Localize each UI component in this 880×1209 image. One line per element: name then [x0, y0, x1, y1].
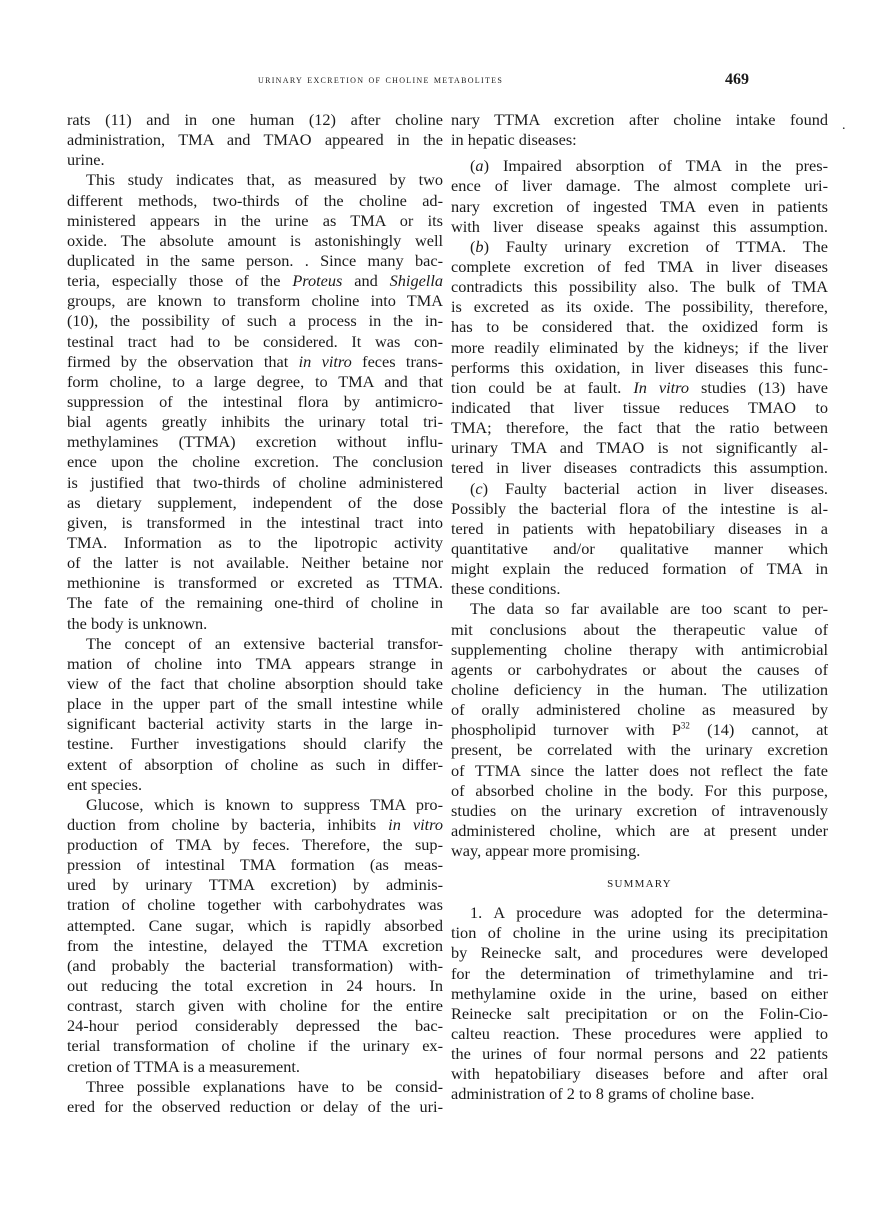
- text-line: tered in patients with hepatobiliary diseases in a: [451, 518, 828, 538]
- text-line: the body is unknown.: [67, 613, 208, 633]
- text-line: complete excretion of fed TMA in liver diseases: [451, 256, 828, 276]
- text-line: significant bacterial activity starts in the large in-: [67, 714, 443, 734]
- text-line: Reinecke salt precipitation or on the Folin-Cio-: [451, 1003, 828, 1023]
- running-title: urinary excretion of choline metabolites: [258, 74, 504, 86]
- text-line: of orally administered choline as measured by: [451, 700, 828, 720]
- text-line: of absorbed choline in the body. For this purpose,: [451, 780, 828, 800]
- text-line: phospholipid turnover with $P^{32}$ (14) cannot, at: [451, 720, 828, 740]
- text-line: is excreted as its oxide. The possibility, therefore,: [451, 297, 828, 317]
- text-line: as dietary supplement, independent of the dose: [67, 492, 443, 512]
- text-line: performs this oxidation, in liver diseases this func-: [451, 357, 828, 377]
- text-line: pression of intestinal TMA formation (as meas-: [67, 855, 443, 875]
- text-line: administration of 2 to 8 grams of choline base.: [451, 1084, 755, 1104]
- text-line: might explain the reduced formation of TMA in: [451, 559, 828, 579]
- text-line: for the determination of trimethylamine and tri-: [451, 963, 828, 983]
- text-line: testine. Further investigations should clarify the: [67, 734, 443, 754]
- text-line: ence upon the choline excretion. The conclusion: [67, 452, 443, 472]
- text-line: methylamine oxide in the urine, based on either: [451, 983, 828, 1003]
- text-line: 24-hour period considerably depressed the bac-: [67, 1016, 443, 1036]
- text-line: ered for the observed reduction or delay of the uri-: [67, 1096, 443, 1116]
- text-line: administration, TMA and TMAO appeared in the: [67, 130, 443, 150]
- text-line: Glucose, which is known to suppress TMA pro-: [86, 794, 443, 814]
- running-header: [0, 71, 880, 94]
- text-line: tion could be at fault. In vitro studies (13) have: [451, 377, 829, 397]
- text-line: production of TMA by feces. Therefore, the sup-: [67, 835, 443, 855]
- text-line: teria, especially those of the Proteus and Shigella: [67, 271, 443, 291]
- text-line: ence of liver damage. The almost complete uri-: [451, 176, 828, 196]
- text-line: tered in liver diseases contradicts this assumption.: [451, 458, 828, 478]
- text-line: by Reinecke salt, and procedures were developed: [451, 943, 828, 963]
- text-line: extent of absorption of choline as such in differ-: [67, 754, 443, 774]
- text-line: of TTMA since the latter does not reflect the fate: [451, 760, 828, 780]
- summary-heading: SUMMARY: [607, 878, 672, 891]
- summary-body: [451, 903, 828, 1104]
- text-line: ured by urinary TTMA excretion) by adminis-: [67, 875, 443, 895]
- text-line: tion of choline in the urine using its precipitation: [451, 923, 828, 943]
- text-line: has to be considered that. the oxidized form is: [451, 317, 828, 337]
- text-line: with hepatobiliary diseases before and after oral: [451, 1064, 828, 1084]
- right-column: [451, 110, 828, 1105]
- text-line: agents or carbohydrates or about the causes of: [451, 659, 828, 679]
- text-line: contradicts this possibility also. The bulk of TMA: [451, 277, 828, 297]
- text-line: in hepatic diseases:: [451, 130, 577, 150]
- text-line: mit conclusions about the therapeutic value of: [451, 619, 828, 639]
- text-line: Three possible explanations have to be consid-: [86, 1076, 443, 1096]
- text-line: The fate of the remaining one-third of choline in: [67, 593, 443, 613]
- text-line: nary TTMA excretion after choline intake found: [451, 110, 828, 129]
- text-line: given, is transformed in the intestinal tract into: [67, 512, 443, 532]
- text-line: terial transformation of choline if the urinary ex-: [67, 1036, 443, 1056]
- page-number: 469: [725, 71, 749, 88]
- text-line: firmed by the observation that in vitro feces trans-: [67, 351, 443, 371]
- text-line: (10), the possibility of such a process in the in-: [67, 311, 443, 331]
- text-line: methionine is transformed or excreted as TTMA.: [67, 573, 443, 593]
- text-line: (b) Faulty urinary excretion of TTMA. The: [470, 236, 828, 256]
- text-line: studies on the urinary excretion of intravenously: [451, 800, 828, 820]
- text-line: cretion of TTMA is a measurement.: [67, 1056, 301, 1076]
- text-line: more readily eliminated by the kidneys; if the liver: [451, 337, 828, 357]
- text-line: testinal tract had to be considered. It was con-: [67, 331, 443, 351]
- text-line: mation of choline into TMA appears strange in: [67, 653, 443, 673]
- text-line: 1. A procedure was adopted for the determina-: [470, 903, 828, 923]
- text-line: out reducing the total excretion in 24 hours. In: [67, 976, 443, 996]
- text-line: (c) Faulty bacterial action in liver diseases.: [470, 478, 828, 498]
- text-line: calteu reaction. These procedures were applied to: [451, 1024, 828, 1044]
- text-line: of the latter is not available. Neither betaine nor: [67, 553, 443, 573]
- text-line: groups, are known to transform choline into TMA: [67, 291, 443, 311]
- text-line: attempted. Cane sugar, which is rapidly absorbed: [67, 915, 443, 935]
- text-line: way, appear more promising.: [451, 841, 641, 861]
- text-line: (a) Impaired absorption of TMA in the pres-: [470, 156, 828, 176]
- text-line: different methods, two-thirds of the choline ad-: [67, 190, 443, 210]
- text-line: bial agents greatly inhibits the urinary total tri-: [67, 412, 443, 432]
- left-column: [67, 110, 443, 1117]
- text-line: oxide. The absolute amount is astonishingly well: [67, 230, 443, 250]
- right-intro: [451, 110, 828, 150]
- text-line: place in the upper part of the small intestine while: [67, 694, 443, 714]
- text-line: rats (11) and in one human (12) after choline: [67, 110, 443, 129]
- text-line: duplicated in the same person. . Since many bac-: [67, 250, 443, 270]
- text-line: Possibly the bacterial flora of the intestine is al-: [451, 498, 828, 518]
- text-line: with liver disease speaks against this assumption.: [451, 216, 828, 236]
- text-line: (and probably the bacterial transformation) with-: [67, 955, 443, 975]
- right-body: [451, 156, 828, 861]
- text-line: supplementing choline therapy with antimicrobial: [451, 639, 828, 659]
- stray-mark: .: [842, 118, 846, 133]
- text-line: The concept of an extensive bacterial transfor-: [86, 633, 443, 653]
- text-line: administered choline, which are at present under: [451, 820, 828, 840]
- text-line: urine.: [67, 150, 105, 170]
- text-line: methylamines (TTMA) excretion without influ-: [67, 432, 443, 452]
- text-line: choline deficiency in the human. The utilization: [451, 679, 828, 699]
- text-line: The data so far available are too scant to per-: [470, 599, 828, 619]
- text-line: indicated that liver tissue reduces TMAO to: [451, 397, 828, 417]
- text-line: these conditions.: [451, 579, 561, 599]
- text-line: contrast, starch given with choline for the entire: [67, 996, 443, 1016]
- text-line: TMA. Information as to the lipotropic activity: [67, 532, 443, 552]
- text-line: form choline, to a large degree, to TMA and that: [67, 371, 443, 391]
- text-line: tration of choline together with carbohydrates was: [67, 895, 443, 915]
- text-line: This study indicates that, as measured by two: [86, 170, 443, 190]
- text-line: view of the fact that choline absorption should take: [67, 673, 443, 693]
- text-line: ent species.: [67, 774, 143, 794]
- text-line: suppression of the intestinal flora by antimicro-: [67, 391, 443, 411]
- text-line: ministered appears in the urine as TMA or its: [67, 210, 443, 230]
- text-line: from the intestine, delayed the TTMA excretion: [67, 935, 443, 955]
- text-line: duction from choline by bacteria, inhibits in vitro: [67, 814, 443, 834]
- text-line: nary excretion of ingested TMA even in patients: [451, 196, 828, 216]
- text-line: TMA; therefore, the fact that the ratio between: [451, 418, 828, 438]
- text-line: urinary TMA and TMAO is not significantly al-: [451, 438, 828, 458]
- text-line: is justified that two-thirds of choline administered: [67, 472, 443, 492]
- text-line: quantitative and/or qualitative manner which: [451, 538, 828, 558]
- text-line: the urines of four normal persons and 22 patients: [451, 1044, 828, 1064]
- text-line: present, be correlated with the urinary excretion: [451, 740, 828, 760]
